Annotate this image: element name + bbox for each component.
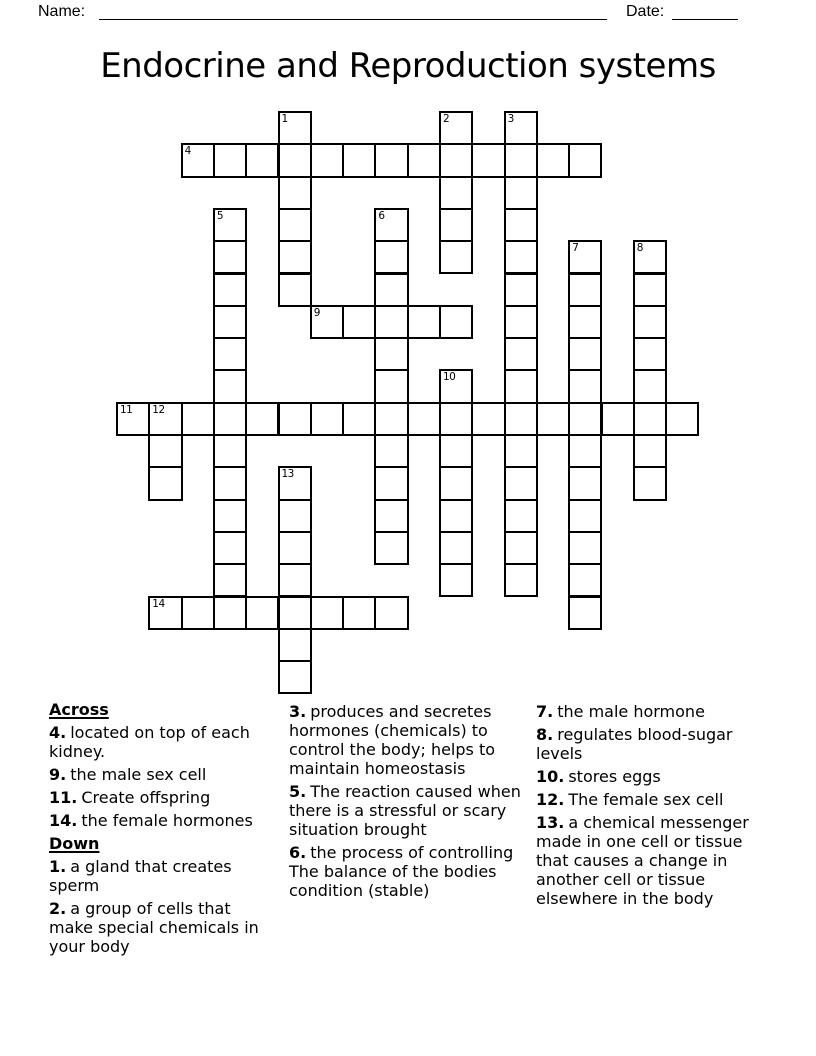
grid-cell[interactable]: [439, 369, 473, 403]
clue-down-8: 8. regulates blood-sugar levels: [536, 725, 733, 763]
grid-cell[interactable]: [568, 143, 602, 177]
grid-cell[interactable]: [374, 143, 408, 177]
grid-cell[interactable]: [342, 596, 376, 630]
grid-cell[interactable]: [439, 563, 473, 597]
grid-cell[interactable]: [601, 402, 635, 436]
grid-cell[interactable]: [504, 531, 538, 565]
grid-cell[interactable]: [439, 499, 473, 533]
grid-cell[interactable]: [310, 143, 344, 177]
grid-cell[interactable]: [504, 111, 538, 145]
clue-across-4: 4. located on top of each kidney.: [49, 723, 250, 761]
grid-cell[interactable]: [374, 305, 408, 339]
grid-cell[interactable]: [568, 596, 602, 630]
crossword-grid: [116, 111, 699, 694]
grid-cell[interactable]: [407, 402, 441, 436]
grid-cell[interactable]: [504, 176, 538, 210]
grid-cell[interactable]: [504, 434, 538, 468]
cell-number: 3: [507, 113, 514, 125]
grid-cell[interactable]: [310, 596, 344, 630]
grid-cell[interactable]: [504, 208, 538, 242]
grid-cell[interactable]: [213, 369, 247, 403]
grid-cell[interactable]: [568, 369, 602, 403]
grid-cell[interactable]: [278, 208, 312, 242]
grid-cell[interactable]: [181, 596, 215, 630]
clue-down-6: 6. the process of controlling The balance of the bodies condition (stable): [289, 843, 514, 900]
grid-cell[interactable]: [278, 273, 312, 307]
clue-down-10: 10. stores eggs: [536, 767, 661, 786]
grid-cell[interactable]: [633, 305, 667, 339]
grid-cell[interactable]: [181, 402, 215, 436]
grid-cell[interactable]: [504, 143, 538, 177]
grid-cell[interactable]: [278, 531, 312, 565]
cell-number: 4: [184, 145, 191, 158]
clue-column-2: [289, 702, 525, 904]
grid-cell[interactable]: [407, 143, 441, 177]
cell-number: 12: [152, 403, 165, 416]
grid-cell[interactable]: [213, 596, 247, 630]
grid-cell[interactable]: [504, 337, 538, 371]
clue-down-7: 7. the male hormone: [536, 702, 705, 721]
grid-cell[interactable]: [374, 596, 408, 630]
grid-cell[interactable]: [471, 402, 505, 436]
grid-cell[interactable]: [439, 531, 473, 565]
clue-down-2: 2. a group of cells that make special chemicals in your body: [49, 899, 259, 956]
grid-cell[interactable]: [439, 176, 473, 210]
name-label: Name:: [38, 3, 86, 20]
grid-cell[interactable]: [213, 466, 247, 500]
grid-cell[interactable]: [342, 305, 376, 339]
grid-cell[interactable]: [439, 111, 473, 145]
cell-number: 11: [120, 403, 133, 416]
grid-cell[interactable]: [213, 143, 247, 177]
grid-cell[interactable]: [278, 143, 312, 177]
grid-cell[interactable]: [374, 273, 408, 307]
clue-down-12: 12. The female sex cell: [536, 790, 724, 809]
grid-cell[interactable]: [342, 402, 376, 436]
grid-cell[interactable]: [439, 434, 473, 468]
grid-cell[interactable]: [568, 337, 602, 371]
grid-cell[interactable]: [213, 402, 247, 436]
grid-cell[interactable]: [504, 273, 538, 307]
grid-cell[interactable]: [374, 466, 408, 500]
grid-cell[interactable]: [148, 466, 182, 500]
grid-cell[interactable]: [213, 434, 247, 468]
grid-cell[interactable]: [633, 240, 667, 274]
grid-cell[interactable]: [342, 143, 376, 177]
grid-cell[interactable]: [213, 563, 247, 597]
grid-cell[interactable]: [374, 531, 408, 565]
grid-cell[interactable]: [504, 563, 538, 597]
grid-cell[interactable]: [148, 434, 182, 468]
grid-cell[interactable]: [439, 305, 473, 339]
grid-cell[interactable]: [310, 402, 344, 436]
grid-cell[interactable]: [568, 466, 602, 500]
grid-cell[interactable]: [148, 596, 182, 630]
date-label: Date:: [626, 3, 665, 20]
grid-cell[interactable]: [439, 240, 473, 274]
grid-cell[interactable]: [310, 305, 344, 339]
cell-number: 13: [281, 468, 294, 481]
clue-down-1: 1. a gland that creates sperm: [49, 857, 232, 895]
grid-cell[interactable]: [374, 402, 408, 436]
grid-cell[interactable]: [278, 596, 312, 630]
grid-cell[interactable]: [278, 111, 312, 145]
grid-cell[interactable]: [116, 402, 150, 436]
grid-cell[interactable]: [213, 273, 247, 307]
grid-cell[interactable]: [568, 305, 602, 339]
grid-cell[interactable]: [568, 499, 602, 533]
cell-number: 10: [443, 371, 456, 384]
grid-cell[interactable]: [213, 305, 247, 339]
grid-cell[interactable]: [278, 402, 312, 436]
grid-cell[interactable]: [471, 143, 505, 177]
clue-down-13: 13. a chemical messenger made in one cell or tissue that causes a change in another cell or tissue elsewhere in the body: [536, 813, 749, 908]
grid-cell[interactable]: [439, 208, 473, 242]
grid-cell[interactable]: [504, 402, 538, 436]
grid-cell[interactable]: [148, 402, 182, 436]
grid-cell[interactable]: [504, 305, 538, 339]
cell-number: 8: [636, 242, 643, 255]
grid-cell[interactable]: [568, 402, 602, 436]
grid-cell[interactable]: [213, 240, 247, 274]
grid-cell[interactable]: [278, 563, 312, 597]
grid-cell[interactable]: [213, 337, 247, 371]
cell-number: 1: [281, 113, 288, 125]
grid-cell[interactable]: [504, 369, 538, 403]
grid-cell[interactable]: [633, 337, 667, 371]
grid-cell[interactable]: [633, 369, 667, 403]
grid-cell[interactable]: [504, 499, 538, 533]
grid-cell[interactable]: [374, 208, 408, 242]
grid-cell[interactable]: [633, 402, 667, 436]
grid-cell[interactable]: [374, 369, 408, 403]
grid-cell[interactable]: [633, 466, 667, 500]
grid-cell[interactable]: [633, 434, 667, 468]
cell-number: 5: [216, 209, 224, 222]
grid-cell[interactable]: [568, 531, 602, 565]
grid-cell[interactable]: [665, 402, 699, 436]
grid-cell[interactable]: [439, 466, 473, 500]
clue-across-14: 14. the female hormones: [49, 811, 253, 830]
grid-cell[interactable]: [245, 596, 279, 630]
grid-cell[interactable]: [374, 499, 408, 533]
grid-cell[interactable]: [536, 143, 570, 177]
grid-cell[interactable]: [213, 499, 247, 533]
clue-down-5: 5. The reaction caused when there is a stressful or scary situation brought: [289, 782, 521, 839]
cell-number: 14: [152, 597, 165, 610]
clue-across-11: 11. Create offspring: [49, 788, 211, 807]
down-heading: Down: [49, 834, 100, 853]
grid-cell[interactable]: [439, 402, 473, 436]
grid-cell[interactable]: [213, 531, 247, 565]
grid-cell[interactable]: [374, 434, 408, 468]
grid-cell[interactable]: [374, 337, 408, 371]
across-heading: Across: [49, 700, 109, 719]
cell-number: 6: [378, 209, 385, 222]
grid-cell[interactable]: [213, 208, 247, 242]
grid-cell[interactable]: [278, 499, 312, 533]
grid-cell[interactable]: [374, 240, 408, 274]
grid-cell[interactable]: [245, 143, 279, 177]
grid-cell[interactable]: [504, 240, 538, 274]
grid-cell[interactable]: [568, 434, 602, 468]
grid-cell[interactable]: [278, 176, 312, 210]
cell-number: 9: [313, 306, 320, 319]
page-title: Endocrine and Reproduction systems: [100, 46, 716, 86]
date-fill-line[interactable]: [672, 1, 738, 20]
clue-down-3: 3. produces and secretes hormones (chemicals) to control the body; helps to maintain homeostasis: [289, 702, 496, 778]
grid-cell[interactable]: [245, 402, 279, 436]
grid-cell[interactable]: [439, 143, 473, 177]
grid-cell[interactable]: [407, 305, 441, 339]
name-fill-line[interactable]: [99, 1, 607, 20]
grid-cell[interactable]: [536, 402, 570, 436]
grid-cell[interactable]: [181, 143, 215, 177]
clue-across-9: 9. the male sex cell: [49, 765, 207, 784]
grid-cell[interactable]: [568, 240, 602, 274]
grid-cell[interactable]: [278, 466, 312, 500]
cell-number: 7: [572, 242, 579, 255]
grid-cell[interactable]: [278, 240, 312, 274]
grid-cell[interactable]: [568, 563, 602, 597]
grid-cell[interactable]: [278, 660, 312, 694]
worksheet-header: [0, 0, 816, 26]
cell-number: 2: [443, 113, 450, 125]
grid-cell[interactable]: [278, 628, 312, 662]
grid-cell[interactable]: [633, 273, 667, 307]
grid-cell[interactable]: [504, 466, 538, 500]
clue-column-3: [536, 702, 776, 912]
clue-column-1: [49, 700, 263, 960]
grid-cell[interactable]: [568, 273, 602, 307]
